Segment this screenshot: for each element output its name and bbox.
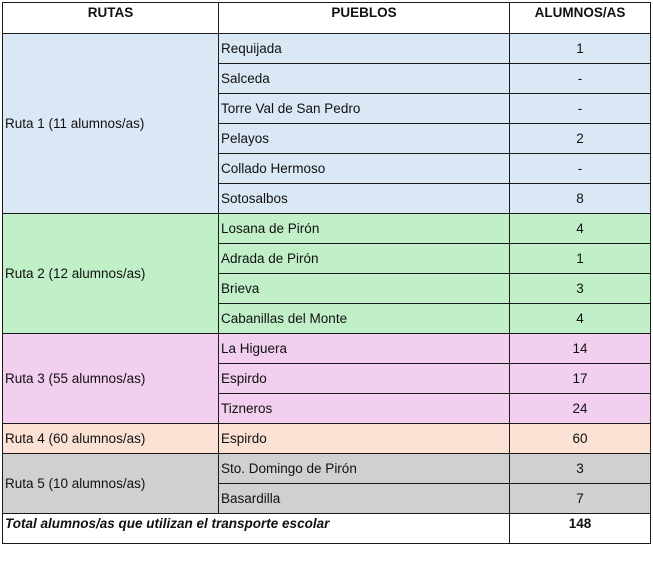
town-name: Pelayos bbox=[219, 124, 510, 154]
route-4-label: Ruta 4 (60 alumnos/as) bbox=[3, 424, 219, 454]
student-count: 17 bbox=[510, 364, 651, 394]
student-count: 7 bbox=[510, 484, 651, 514]
table-row bbox=[3, 424, 651, 454]
total-value: 148 bbox=[510, 514, 651, 544]
town-name: Sotosalbos bbox=[219, 184, 510, 214]
town-name: Brieva bbox=[219, 274, 510, 304]
total-row bbox=[3, 514, 651, 544]
student-count: 24 bbox=[510, 394, 651, 424]
student-count: 14 bbox=[510, 334, 651, 364]
table-row bbox=[3, 214, 651, 244]
town-name: Losana de Pirón bbox=[219, 214, 510, 244]
route-2-label: Ruta 2 (12 alumnos/as) bbox=[3, 214, 219, 334]
total-label: Total alumnos/as que utilizan el transporte escolar bbox=[3, 514, 510, 544]
table-row bbox=[3, 454, 651, 484]
school-transport-table bbox=[2, 2, 651, 544]
town-name: Collado Hermoso bbox=[219, 154, 510, 184]
header-alumnos: ALUMNOS/AS bbox=[510, 3, 651, 34]
table-row bbox=[3, 334, 651, 364]
route-5-label: Ruta 5 (10 alumnos/as) bbox=[3, 454, 219, 514]
student-count: 4 bbox=[510, 304, 651, 334]
student-count: 60 bbox=[510, 424, 651, 454]
student-count: 1 bbox=[510, 34, 651, 64]
town-name: Espirdo bbox=[219, 364, 510, 394]
student-count: 3 bbox=[510, 454, 651, 484]
header-row bbox=[3, 3, 651, 34]
town-name: Sto. Domingo de Pirón bbox=[219, 454, 510, 484]
town-name: La Higuera bbox=[219, 334, 510, 364]
student-count: 3 bbox=[510, 274, 651, 304]
town-name: Tizneros bbox=[219, 394, 510, 424]
route-3-label: Ruta 3 (55 alumnos/as) bbox=[3, 334, 219, 424]
town-name: Basardilla bbox=[219, 484, 510, 514]
student-count: 1 bbox=[510, 244, 651, 274]
town-name: Espirdo bbox=[219, 424, 510, 454]
student-count: - bbox=[510, 94, 651, 124]
header-rutas: RUTAS bbox=[3, 3, 219, 34]
town-name: Cabanillas del Monte bbox=[219, 304, 510, 334]
route-1-label: Ruta 1 (11 alumnos/as) bbox=[3, 34, 219, 214]
student-count: 8 bbox=[510, 184, 651, 214]
town-name: Adrada de Pirón bbox=[219, 244, 510, 274]
header-pueblos: PUEBLOS bbox=[219, 3, 510, 34]
student-count: - bbox=[510, 154, 651, 184]
town-name: Salceda bbox=[219, 64, 510, 94]
table-row bbox=[3, 34, 651, 64]
student-count: 2 bbox=[510, 124, 651, 154]
town-name: Requijada bbox=[219, 34, 510, 64]
town-name: Torre Val de San Pedro bbox=[219, 94, 510, 124]
student-count: - bbox=[510, 64, 651, 94]
student-count: 4 bbox=[510, 214, 651, 244]
